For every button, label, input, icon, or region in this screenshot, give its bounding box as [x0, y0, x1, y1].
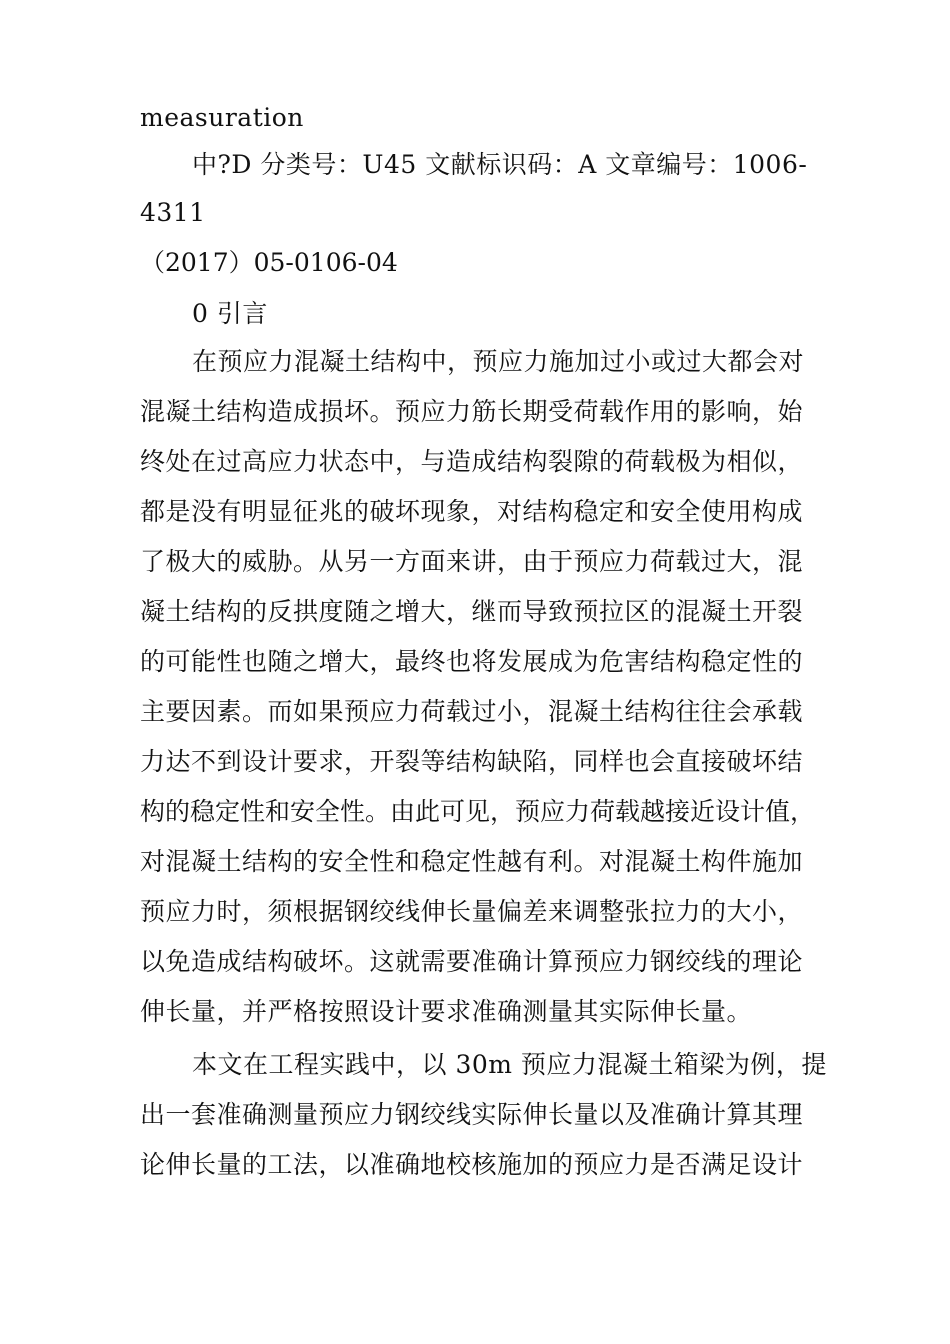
paragraph-line: 出一套准确测量预应力钢绞线实际伸长量以及准确计算其理	[140, 1100, 804, 1129]
paragraph-line: 构的稳定性和安全性。由此可见，预应力荷载越接近设计值，	[140, 797, 816, 826]
paragraph-line: 都是没有明显征兆的破坏现象，对结构稳定和安全使用构成	[140, 497, 804, 526]
paragraph-line: 主要因素。而如果预应力荷载过小，混凝土结构往往会承载	[140, 697, 804, 726]
paragraph-line: 凝土结构的反拱度随之增大，继而导致预拉区的混凝土开裂	[140, 597, 804, 626]
classification-line: 中?D 分类号：U45 文献标识码：A 文章编号：1006-	[192, 150, 808, 179]
paragraph-line: 预应力时，须根据钢绞线伸长量偏差来调整张拉力的大小，	[140, 897, 804, 926]
paragraph-line: 本文在工程实践中，以 30m 预应力混凝土箱梁为例，提	[192, 1050, 827, 1079]
paragraph-line: 伸长量，并严格按照设计要求准确测量其实际伸长量。	[140, 997, 753, 1026]
paragraph-line: 在预应力混凝土结构中，预应力施加过小或过大都会对	[192, 347, 805, 376]
paragraph-line: 的可能性也随之增大，最终也将发展成为危害结构稳定性的	[140, 647, 804, 676]
paragraph-line: 了极大的威胁。从另一方面来讲，由于预应力荷载过大，混	[140, 547, 804, 576]
english-keyword-tail: measuration	[140, 103, 304, 132]
paragraph-line: 以免造成结构破坏。这就需要准确计算预应力钢绞线的理论	[140, 947, 804, 976]
paragraph-line: 对混凝土结构的安全性和稳定性越有利。对混凝土构件施加	[140, 847, 804, 876]
paragraph-line: 力达不到设计要求，开裂等结构缺陷，同样也会直接破坏结	[140, 747, 804, 776]
issue-number-line: （2017）05-0106-04	[140, 248, 398, 277]
paragraph-line: 混凝土结构造成损坏。预应力筋长期受荷载作用的影响，始	[140, 397, 804, 426]
paragraph-line: 论伸长量的工法，以准确地校核施加的预应力是否满足设计	[140, 1150, 804, 1179]
section-heading: 0 引言	[192, 299, 268, 328]
paragraph-line: 终处在过高应力状态中，与造成结构裂隙的荷载极为相似，	[140, 447, 804, 476]
classification-line-continued: 4311	[140, 198, 206, 227]
